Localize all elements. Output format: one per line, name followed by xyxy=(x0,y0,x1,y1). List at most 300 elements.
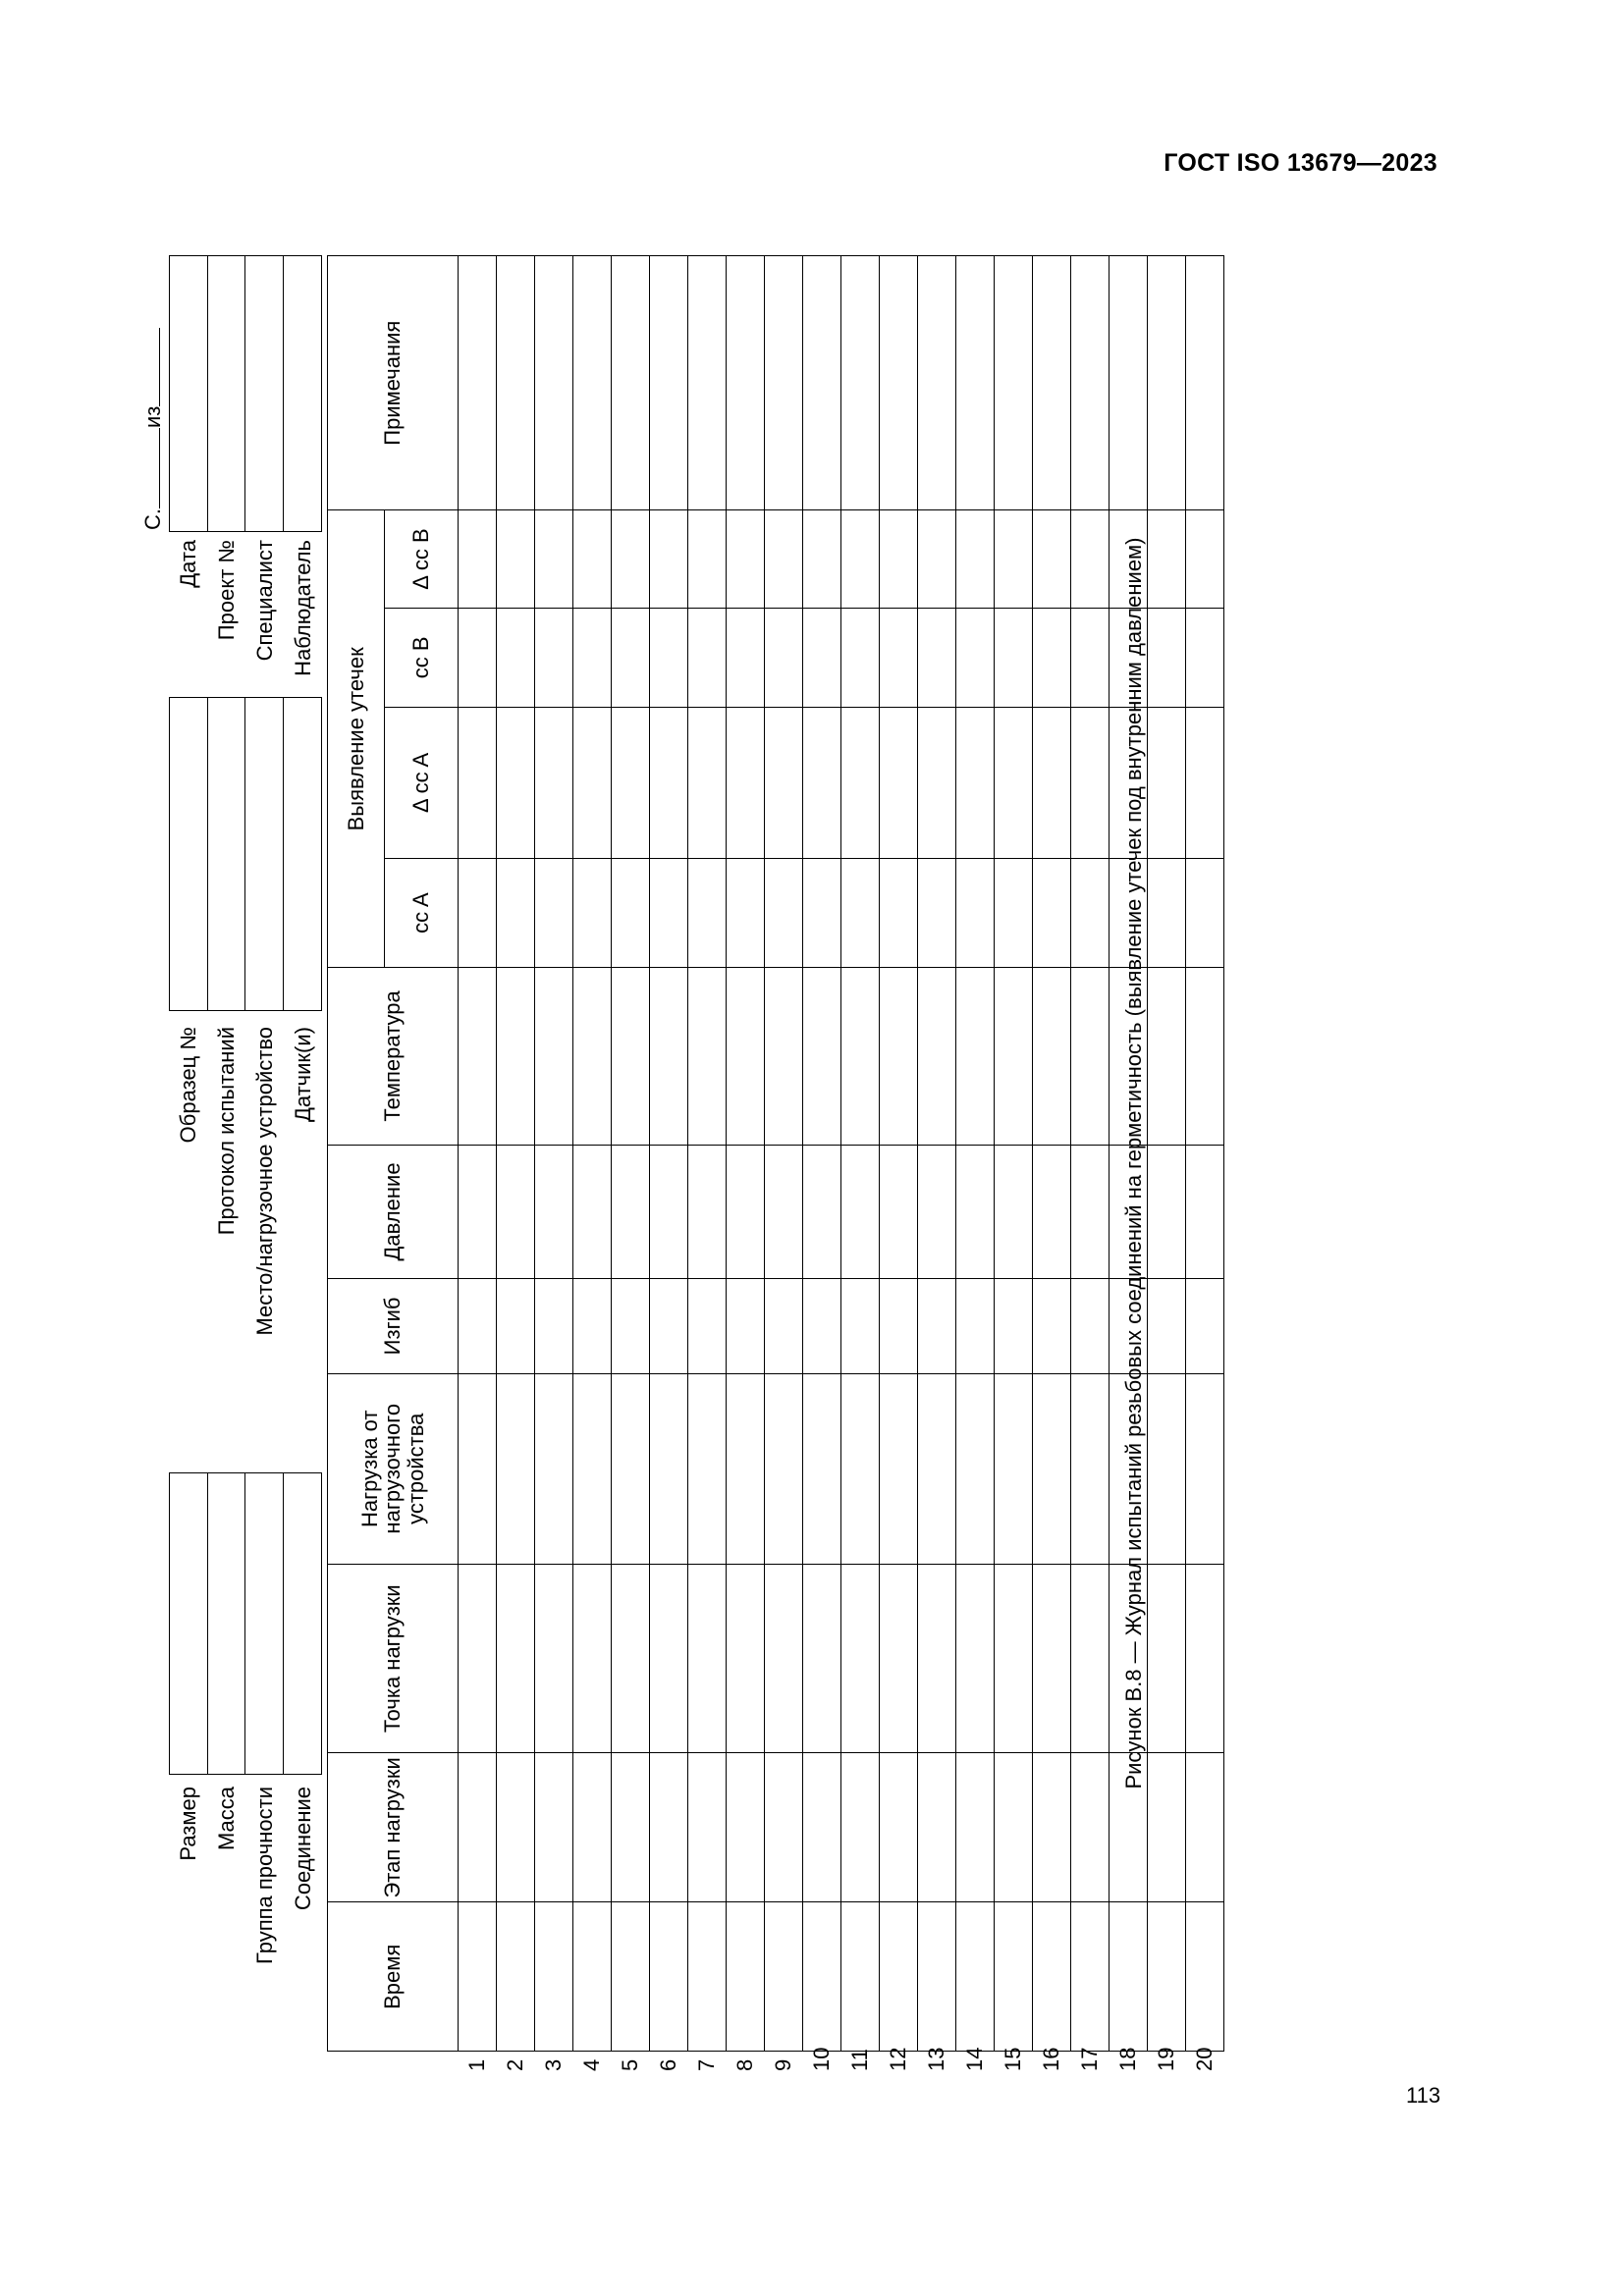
cell-delta-cc-a[interactable] xyxy=(688,707,727,858)
cell-point[interactable] xyxy=(459,1564,497,1752)
cell-pressure[interactable] xyxy=(956,1145,995,1279)
cell-time[interactable] xyxy=(956,1902,995,2052)
cell-pressure[interactable] xyxy=(880,1145,918,1279)
cell-delta-cc-a[interactable] xyxy=(841,707,880,858)
cell-bend[interactable] xyxy=(995,1279,1033,1373)
cell-point[interactable] xyxy=(1071,1564,1110,1752)
cell-bend[interactable] xyxy=(956,1279,995,1373)
cell-temperature[interactable] xyxy=(1071,968,1110,1145)
cell-bend[interactable] xyxy=(535,1279,573,1373)
cell-stage[interactable] xyxy=(1148,1753,1186,1902)
cell-load[interactable] xyxy=(459,1373,497,1564)
field-label-mass: Масса xyxy=(214,1787,239,1851)
standard-title: ГОСТ ISO 13679—2023 xyxy=(1164,149,1437,177)
field-value-observer[interactable] xyxy=(284,256,322,531)
cell-temperature[interactable] xyxy=(995,968,1033,1145)
field-label-sample-no: Образец № xyxy=(176,1027,200,1144)
field-label-test-protocol: Протокол испытаний xyxy=(214,1027,239,1236)
cell-time[interactable] xyxy=(841,1902,880,2052)
cell-delta-cc-b[interactable] xyxy=(459,510,497,608)
cell-bend[interactable] xyxy=(727,1279,765,1373)
cell-stage[interactable] xyxy=(918,1753,956,1902)
cell-time[interactable] xyxy=(535,1902,573,2052)
table-row xyxy=(995,256,1033,2072)
cell-temperature[interactable] xyxy=(1033,968,1071,1145)
cell-pressure[interactable] xyxy=(765,1145,803,1279)
page-ref-of: из xyxy=(140,405,165,428)
cell-cc-b[interactable] xyxy=(1033,608,1071,707)
cell-temperature[interactable] xyxy=(688,968,727,1145)
field-label-project-no: Проект № xyxy=(214,540,239,641)
field-value-sample-no[interactable] xyxy=(170,698,208,1010)
cell-cc-b[interactable] xyxy=(573,608,612,707)
cell-point[interactable] xyxy=(612,1564,650,1752)
row-number: 9 xyxy=(771,2058,796,2071)
cell-delta-cc-a[interactable] xyxy=(1071,707,1110,858)
field-label-date: Дата xyxy=(176,540,200,588)
col-header-frame-load: Нагрузка от нагрузочного устройства xyxy=(328,1373,459,1564)
cell-point[interactable] xyxy=(497,1564,535,1752)
cell-time[interactable] xyxy=(918,1902,956,2052)
cell-point[interactable] xyxy=(765,1564,803,1752)
cell-pressure[interactable] xyxy=(803,1145,841,1279)
cell-delta-cc-b[interactable] xyxy=(956,510,995,608)
page-ref-total-blank[interactable] xyxy=(137,328,160,406)
cell-cc-b[interactable] xyxy=(765,608,803,707)
cell-delta-cc-b[interactable] xyxy=(535,510,573,608)
cell-cc-a[interactable] xyxy=(573,858,612,967)
cell-notes[interactable] xyxy=(1071,256,1110,510)
cell-pressure[interactable] xyxy=(1186,1145,1224,1279)
col-header-temperature: Температура xyxy=(328,968,459,1145)
cell-delta-cc-b[interactable] xyxy=(1186,510,1224,608)
cell-temperature[interactable] xyxy=(918,968,956,1145)
cell-cc-b[interactable] xyxy=(727,608,765,707)
cell-temperature[interactable] xyxy=(612,968,650,1145)
field-value-project-no[interactable] xyxy=(208,256,246,531)
cell-load[interactable] xyxy=(765,1373,803,1564)
cell-delta-cc-a[interactable] xyxy=(880,707,918,858)
cell-bend[interactable] xyxy=(688,1279,727,1373)
cell-cc-b[interactable] xyxy=(995,608,1033,707)
cell-pressure[interactable] xyxy=(727,1145,765,1279)
table-row xyxy=(803,256,841,2072)
row-number: 5 xyxy=(618,2058,643,2071)
cell-stage[interactable] xyxy=(573,1753,612,1902)
cell-temperature[interactable] xyxy=(459,968,497,1145)
cell-stage[interactable] xyxy=(727,1753,765,1902)
row-number: 3 xyxy=(541,2058,567,2071)
cell-bend[interactable] xyxy=(765,1279,803,1373)
cell-stage[interactable] xyxy=(956,1753,995,1902)
cell-cc-b[interactable] xyxy=(650,608,688,707)
cell-delta-cc-b[interactable] xyxy=(1148,510,1186,608)
cell-notes[interactable] xyxy=(880,256,918,510)
cell-load[interactable] xyxy=(727,1373,765,1564)
cell-pressure[interactable] xyxy=(918,1145,956,1279)
cell-stage[interactable] xyxy=(1033,1753,1071,1902)
cell-time[interactable] xyxy=(650,1902,688,2052)
table-row xyxy=(956,256,995,2072)
cell-load[interactable] xyxy=(535,1373,573,1564)
cell-time[interactable] xyxy=(688,1902,727,2052)
cell-cc-b[interactable] xyxy=(803,608,841,707)
cell-load[interactable] xyxy=(497,1373,535,1564)
cell-cc-b[interactable] xyxy=(956,608,995,707)
cell-delta-cc-b[interactable] xyxy=(1033,510,1071,608)
cell-delta-cc-a[interactable] xyxy=(765,707,803,858)
cell-delta-cc-a[interactable] xyxy=(535,707,573,858)
cell-cc-a[interactable] xyxy=(995,858,1033,967)
cell-delta-cc-b[interactable] xyxy=(995,510,1033,608)
cell-bend[interactable] xyxy=(803,1279,841,1373)
cell-delta-cc-a[interactable] xyxy=(497,707,535,858)
cell-cc-a[interactable] xyxy=(1033,858,1071,967)
figure-caption: Рисунок В.8 — Журнал испытаний резьбовых соединений на герметичность (выявление утечек под внутренним давлением) xyxy=(1121,537,1146,1789)
row-number: 8 xyxy=(732,2058,758,2071)
cell-cc-a[interactable] xyxy=(688,858,727,967)
row-number: 7 xyxy=(694,2058,720,2071)
table-row xyxy=(841,256,880,2072)
cell-delta-cc-a[interactable] xyxy=(995,707,1033,858)
cell-time[interactable] xyxy=(1148,1902,1186,2052)
cell-cc-a[interactable] xyxy=(650,858,688,967)
cell-delta-cc-b[interactable] xyxy=(880,510,918,608)
col-header-delta-cc-a: Δ cc A xyxy=(385,707,459,858)
cell-temperature[interactable] xyxy=(535,968,573,1145)
table-row xyxy=(535,256,573,2072)
cell-load[interactable] xyxy=(918,1373,956,1564)
cell-delta-cc-a[interactable] xyxy=(573,707,612,858)
cell-notes[interactable] xyxy=(497,256,535,510)
cell-load[interactable] xyxy=(688,1373,727,1564)
cell-delta-cc-b[interactable] xyxy=(688,510,727,608)
cell-cc-a[interactable] xyxy=(1148,858,1186,967)
cell-load[interactable] xyxy=(841,1373,880,1564)
cell-stage[interactable] xyxy=(995,1753,1033,1902)
cell-point[interactable] xyxy=(803,1564,841,1752)
cell-bend[interactable] xyxy=(497,1279,535,1373)
cell-load[interactable] xyxy=(803,1373,841,1564)
field-label-size: Размер xyxy=(176,1787,200,1861)
row-number: 11 xyxy=(847,2049,873,2071)
col-header-bend: Изгиб xyxy=(328,1279,459,1373)
cell-bend[interactable] xyxy=(841,1279,880,1373)
cell-temperature[interactable] xyxy=(497,968,535,1145)
cell-time[interactable] xyxy=(1186,1902,1224,2052)
cell-cc-a[interactable] xyxy=(918,858,956,967)
field-value-mass[interactable] xyxy=(208,1473,246,1774)
cell-time[interactable] xyxy=(1071,1902,1110,2052)
header-labels-left xyxy=(169,1787,322,2071)
cell-point[interactable] xyxy=(573,1564,612,1752)
cell-load[interactable] xyxy=(1071,1373,1110,1564)
cell-cc-b[interactable] xyxy=(688,608,727,707)
cell-delta-cc-a[interactable] xyxy=(803,707,841,858)
cell-point[interactable] xyxy=(880,1564,918,1752)
cell-pressure[interactable] xyxy=(688,1145,727,1279)
col-header-cc-b: cc B xyxy=(385,608,459,707)
cell-point[interactable] xyxy=(956,1564,995,1752)
cell-point[interactable] xyxy=(995,1564,1033,1752)
field-value-load-frame[interactable] xyxy=(245,698,284,1010)
field-value-date[interactable] xyxy=(170,256,208,531)
row-number: 19 xyxy=(1154,2047,1179,2071)
cell-cc-b[interactable] xyxy=(1071,608,1110,707)
field-label-specialist: Специалист xyxy=(252,540,277,662)
table-row xyxy=(573,256,612,2072)
cell-bend[interactable] xyxy=(573,1279,612,1373)
cell-cc-b[interactable] xyxy=(1148,608,1186,707)
cell-cc-a[interactable] xyxy=(727,858,765,967)
cell-delta-cc-a[interactable] xyxy=(1033,707,1071,858)
cell-pressure[interactable] xyxy=(841,1145,880,1279)
cell-bend[interactable] xyxy=(612,1279,650,1373)
row-number: 18 xyxy=(1115,2047,1141,2071)
cell-delta-cc-b[interactable] xyxy=(918,510,956,608)
cell-temperature[interactable] xyxy=(956,968,995,1145)
row-number: 10 xyxy=(809,2047,835,2071)
cell-notes[interactable] xyxy=(535,256,573,510)
cell-temperature[interactable] xyxy=(765,968,803,1145)
cell-stage[interactable] xyxy=(1071,1753,1110,1902)
cell-cc-a[interactable] xyxy=(841,858,880,967)
cell-time[interactable] xyxy=(497,1902,535,2052)
row-number: 15 xyxy=(1001,2047,1026,2071)
row-number: 2 xyxy=(503,2058,528,2071)
col-header-time: Время xyxy=(328,1902,459,2052)
header-labels-middle xyxy=(169,1027,322,1461)
cell-bend[interactable] xyxy=(918,1279,956,1373)
cell-stage[interactable] xyxy=(765,1753,803,1902)
cell-delta-cc-b[interactable] xyxy=(1071,510,1110,608)
cell-time[interactable] xyxy=(459,1902,497,2052)
cell-cc-b[interactable] xyxy=(918,608,956,707)
cell-cc-b[interactable] xyxy=(497,608,535,707)
cell-delta-cc-b[interactable] xyxy=(612,510,650,608)
field-value-sensors[interactable] xyxy=(284,698,322,1010)
cell-stage[interactable] xyxy=(880,1753,918,1902)
table-row xyxy=(918,256,956,2072)
cell-pressure[interactable] xyxy=(995,1145,1033,1279)
cell-notes[interactable] xyxy=(688,256,727,510)
cell-cc-b[interactable] xyxy=(459,608,497,707)
cell-cc-a[interactable] xyxy=(612,858,650,967)
row-number: 6 xyxy=(656,2058,681,2071)
cell-stage[interactable] xyxy=(803,1753,841,1902)
cell-notes[interactable] xyxy=(803,256,841,510)
cell-point[interactable] xyxy=(918,1564,956,1752)
cell-delta-cc-b[interactable] xyxy=(765,510,803,608)
cell-bend[interactable] xyxy=(1186,1279,1224,1373)
cell-bend[interactable] xyxy=(880,1279,918,1373)
cell-cc-a[interactable] xyxy=(535,858,573,967)
fields-box-middle xyxy=(169,697,322,1011)
cell-load[interactable] xyxy=(956,1373,995,1564)
cell-delta-cc-b[interactable] xyxy=(727,510,765,608)
cell-time[interactable] xyxy=(612,1902,650,2052)
cell-bend[interactable] xyxy=(459,1279,497,1373)
cell-load[interactable] xyxy=(1186,1373,1224,1564)
cell-point[interactable] xyxy=(727,1564,765,1752)
field-value-specialist[interactable] xyxy=(245,256,284,531)
test-log-table xyxy=(327,255,1224,2071)
table-row xyxy=(880,256,918,2072)
cell-delta-cc-a[interactable] xyxy=(650,707,688,858)
cell-stage[interactable] xyxy=(841,1753,880,1902)
cell-load[interactable] xyxy=(1148,1373,1186,1564)
col-header-cc-a: cc A xyxy=(385,858,459,967)
page-ref-current-blank[interactable] xyxy=(137,428,160,508)
cell-notes[interactable] xyxy=(650,256,688,510)
page-number: 113 xyxy=(1406,2083,1441,2108)
cell-cc-b[interactable] xyxy=(880,608,918,707)
cell-time[interactable] xyxy=(765,1902,803,2052)
cell-cc-a[interactable] xyxy=(497,858,535,967)
cell-temperature[interactable] xyxy=(880,968,918,1145)
cell-cc-a[interactable] xyxy=(1071,858,1110,967)
field-label-connection: Соединение xyxy=(291,1787,315,1911)
col-header-pressure: Давление xyxy=(328,1145,459,1279)
cell-delta-cc-b[interactable] xyxy=(497,510,535,608)
cell-load[interactable] xyxy=(880,1373,918,1564)
cell-point[interactable] xyxy=(841,1564,880,1752)
cell-delta-cc-a[interactable] xyxy=(918,707,956,858)
cell-temperature[interactable] xyxy=(650,968,688,1145)
cell-cc-b[interactable] xyxy=(1186,608,1224,707)
cell-pressure[interactable] xyxy=(535,1145,573,1279)
cell-stage[interactable] xyxy=(535,1753,573,1902)
cell-pressure[interactable] xyxy=(650,1145,688,1279)
cell-delta-cc-a[interactable] xyxy=(612,707,650,858)
fields-box-left xyxy=(169,1472,322,1775)
cell-temperature[interactable] xyxy=(573,968,612,1145)
cell-notes[interactable] xyxy=(995,256,1033,510)
cell-notes[interactable] xyxy=(956,256,995,510)
cell-delta-cc-b[interactable] xyxy=(841,510,880,608)
cell-load[interactable] xyxy=(612,1373,650,1564)
field-label-strength-group: Группа прочности xyxy=(252,1787,277,1964)
page-reference xyxy=(137,328,166,530)
cell-point[interactable] xyxy=(1186,1564,1224,1752)
cell-cc-a[interactable] xyxy=(459,858,497,967)
cell-notes[interactable] xyxy=(459,256,497,510)
cell-stage[interactable] xyxy=(650,1753,688,1902)
field-value-strength-group[interactable] xyxy=(245,1473,284,1774)
cell-temperature[interactable] xyxy=(727,968,765,1145)
cell-notes[interactable] xyxy=(918,256,956,510)
field-value-connection[interactable] xyxy=(284,1473,322,1774)
cell-bend[interactable] xyxy=(1071,1279,1110,1373)
cell-cc-a[interactable] xyxy=(880,858,918,967)
cell-notes[interactable] xyxy=(1186,256,1224,510)
cell-point[interactable] xyxy=(650,1564,688,1752)
cell-bend[interactable] xyxy=(1033,1279,1071,1373)
cell-point[interactable] xyxy=(535,1564,573,1752)
cell-pressure[interactable] xyxy=(459,1145,497,1279)
cell-delta-cc-b[interactable] xyxy=(803,510,841,608)
field-value-size[interactable] xyxy=(170,1473,208,1774)
cell-cc-b[interactable] xyxy=(612,608,650,707)
field-label-sensors: Датчик(и) xyxy=(291,1027,315,1123)
cell-time[interactable] xyxy=(1033,1902,1071,2052)
cell-pressure[interactable] xyxy=(497,1145,535,1279)
cell-load[interactable] xyxy=(1033,1373,1071,1564)
table-row xyxy=(1148,256,1186,2072)
cell-notes[interactable] xyxy=(1148,256,1186,510)
row-number: 4 xyxy=(579,2058,605,2071)
cell-cc-b[interactable] xyxy=(841,608,880,707)
cell-pressure[interactable] xyxy=(573,1145,612,1279)
table-row xyxy=(1186,256,1224,2072)
cell-cc-a[interactable] xyxy=(803,858,841,967)
table-row xyxy=(688,256,727,2072)
cell-delta-cc-a[interactable] xyxy=(1148,707,1186,858)
cell-pressure[interactable] xyxy=(1033,1145,1071,1279)
cell-temperature[interactable] xyxy=(1148,968,1186,1145)
cell-point[interactable] xyxy=(1033,1564,1071,1752)
field-label-observer: Наблюдатель xyxy=(291,540,315,676)
col-header-load-stage: Этап нагрузки xyxy=(328,1753,459,1902)
cell-stage[interactable] xyxy=(612,1753,650,1902)
cell-delta-cc-a[interactable] xyxy=(1186,707,1224,858)
cell-pressure[interactable] xyxy=(1071,1145,1110,1279)
cell-cc-b[interactable] xyxy=(535,608,573,707)
cell-pressure[interactable] xyxy=(612,1145,650,1279)
cell-delta-cc-a[interactable] xyxy=(727,707,765,858)
cell-delta-cc-a[interactable] xyxy=(459,707,497,858)
table-row xyxy=(650,256,688,2072)
cell-pressure[interactable] xyxy=(1148,1145,1186,1279)
cell-stage[interactable] xyxy=(1186,1753,1224,1902)
field-value-test-protocol[interactable] xyxy=(208,698,246,1010)
cell-delta-cc-b[interactable] xyxy=(650,510,688,608)
cell-time[interactable] xyxy=(727,1902,765,2052)
cell-notes[interactable] xyxy=(727,256,765,510)
cell-point[interactable] xyxy=(688,1564,727,1752)
table-row xyxy=(497,256,535,2072)
cell-temperature[interactable] xyxy=(1186,968,1224,1145)
cell-stage[interactable] xyxy=(497,1753,535,1902)
cell-bend[interactable] xyxy=(650,1279,688,1373)
cell-cc-a[interactable] xyxy=(765,858,803,967)
cell-time[interactable] xyxy=(995,1902,1033,2052)
cell-notes[interactable] xyxy=(841,256,880,510)
cell-temperature[interactable] xyxy=(841,968,880,1145)
cell-time[interactable] xyxy=(803,1902,841,2052)
cell-load[interactable] xyxy=(995,1373,1033,1564)
cell-delta-cc-a[interactable] xyxy=(956,707,995,858)
cell-time[interactable] xyxy=(573,1902,612,2052)
cell-point[interactable] xyxy=(1148,1564,1186,1752)
cell-notes[interactable] xyxy=(1033,256,1071,510)
cell-load[interactable] xyxy=(573,1373,612,1564)
cell-notes[interactable] xyxy=(573,256,612,510)
cell-temperature[interactable] xyxy=(803,968,841,1145)
cell-stage[interactable] xyxy=(688,1753,727,1902)
cell-stage[interactable] xyxy=(459,1753,497,1902)
cell-cc-a[interactable] xyxy=(1186,858,1224,967)
cell-notes[interactable] xyxy=(765,256,803,510)
cell-cc-a[interactable] xyxy=(956,858,995,967)
cell-load[interactable] xyxy=(650,1373,688,1564)
cell-time[interactable] xyxy=(880,1902,918,2052)
cell-delta-cc-b[interactable] xyxy=(573,510,612,608)
table-row xyxy=(765,256,803,2072)
cell-notes[interactable] xyxy=(612,256,650,510)
table-row xyxy=(727,256,765,2072)
cell-bend[interactable] xyxy=(1148,1279,1186,1373)
